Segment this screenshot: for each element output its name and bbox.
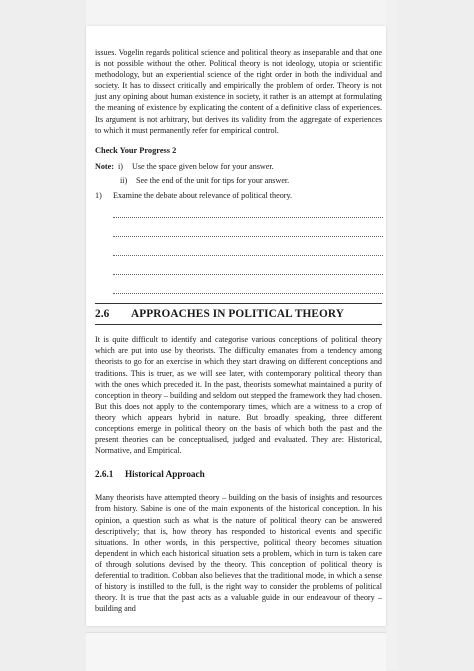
answer-line [113, 208, 383, 218]
note-item-number: i) [118, 161, 123, 171]
note-item-text: See the end of the unit for tips for your answer. [136, 175, 290, 185]
subsection-heading [95, 469, 382, 480]
body-paragraph: issues. Vogelin regards political science and political theory as inseparable and that one is not possible without the other. Political theory is not ideology, utopia or scientific methodology, but an experiential science of the right order in both the individual and society. It has to dissect critically and empirically the problem of order. Theory is not just any opining about human existence in society, it rather is an attempt at formulating the meaning of existence by explicating the content of a definitive class of experiences. Its argument is not arbitrary, but derives its validity from the aggregate of experiences to which it must permanently refer for empirical control. [95, 48, 382, 135]
answer-line [113, 265, 383, 275]
note-label: Note: [95, 161, 114, 171]
section-number: 2.6 [95, 308, 110, 321]
page-bottom-strip [86, 632, 386, 671]
page-top-strip [86, 0, 386, 27]
section-rule-bottom [95, 324, 382, 325]
question-text: Examine the debate about relevance of political theory. [113, 191, 293, 201]
section-rule-top [95, 303, 382, 304]
page-content [95, 47, 382, 614]
section-title: APPROACHES IN POLITICAL THEORY [131, 308, 344, 321]
note-item-text: Use the space given below for your answer. [132, 161, 274, 171]
answer-line [113, 227, 383, 237]
question-row [95, 190, 382, 201]
section-heading [95, 309, 382, 320]
note-row [95, 175, 382, 186]
subsection-number: 2.6.1 [95, 469, 114, 480]
check-progress-heading: Check Your Progress 2 [95, 145, 177, 155]
answer-line [113, 246, 383, 256]
subsection-paragraph: Many theorists have attempted theory – building on the basis of insights and resources from history. Sabine is one of the main exponents of the historical conception. In his opinion, a question such as what is the nature of political theory can be answered descriptively; that is, how theory has responded to historical events and specific situations. In other words, in this perspective, political theory becomes situation dependent in which each historical situation sets a problem, which in turn is taken care of through solutions devised by the theory. This conception of political theory is deferential to tradition. Cobban also believes that the traditional mode, in which a sense of history is instilled to the full, is the right way to consider the problems of political theory. It is true that the past acts as a valuable guide in our endeavour of theory – building and [95, 493, 382, 614]
question-number: 1) [95, 191, 102, 201]
answer-line [113, 284, 383, 294]
note-item-number: ii) [120, 175, 128, 185]
note-row [95, 161, 382, 172]
section-paragraph: It is quite difficult to identify and categorise various conceptions of political theory which are put into use by theorists. The difficulty emanates from a tendency among theorists to go for an exercise in which they start drawing on different conceptions and traditions. This is truer, as we will see later, with contemporary political theory than with the ones which preceded it. In the past, theorists somewhat maintained a purity of conception in theory – building and seldom out stepped the framework they had chosen. But this does not apply to the contemporary times, which are a witness to a crop of theory which appears hybrid in nature. But broadly speaking, three different conceptions emerge in political theory on the basis of which both the past and the present theories can be conceptualised, judged and evaluated. They are: Historical, Normative, and Empirical. [95, 335, 382, 456]
subsection-title: Historical Approach [125, 469, 205, 480]
